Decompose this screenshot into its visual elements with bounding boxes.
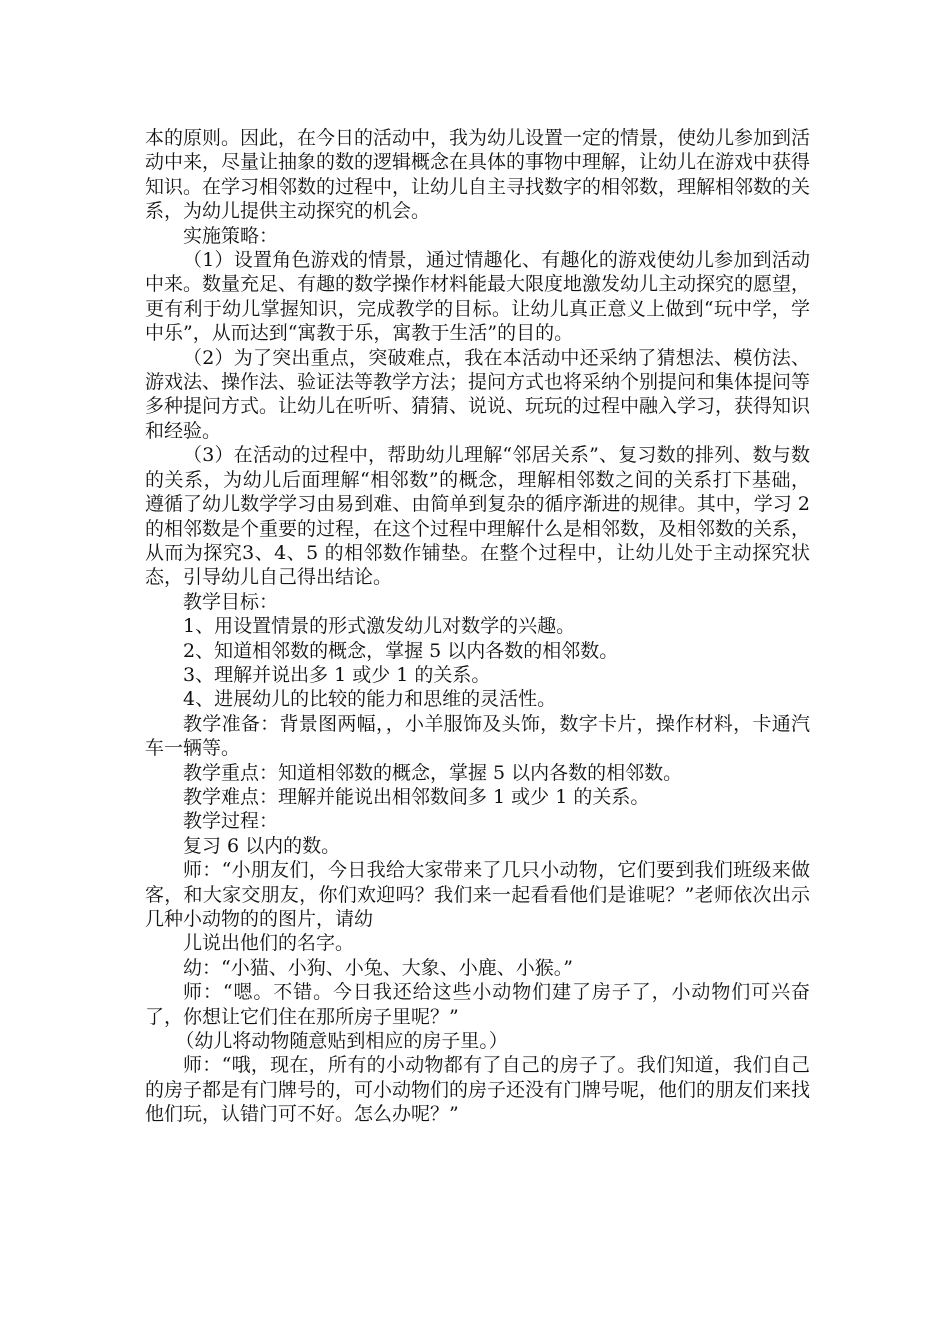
paragraph-review: 复习 6 以内的数。 xyxy=(183,834,341,857)
dialogue-teacher-1: 师：“小朋友们，今日我给大家带来了几只小动物，它们要到我们班级来做客，和大家交朋友，你们欢迎吗？我们来一起看看他们是谁呢？”老师依次出示几种小动物的的图片，请幼 xyxy=(145,859,810,930)
paragraph-preparation: 教学准备：背景图两幅，，小羊服饰及头饰，数字卡片，操作材料，卡通汽车一辆等。 xyxy=(145,712,810,760)
dialogue-teacher-1-continued: 儿说出他们的名字。 xyxy=(183,932,355,955)
paragraph-strategy-1: （1）设置角色游戏的情景，通过情趣化、有趣化的游戏使幼儿参加到活动中来。数量充足、有趣的数学操作材料能最大限度地激发幼儿主动探究的愿望，更有利于幼儿掌握知识，完成教学的目标。让幼儿真正意义上做到“玩中学，学中乐”，从而达到“寓教于乐，寓教于生活”的目的。 xyxy=(145,249,811,345)
goal-item-1: 1、用设置情景的形式激发幼儿对数学的兴趣。 xyxy=(183,615,576,638)
paragraph-key-point: 教学重点：知道相邻数的概念，掌握 5 以内各数的相邻数。 xyxy=(183,761,683,784)
heading-teaching-process: 教学过程： xyxy=(183,810,279,833)
goal-item-2: 2、知道相邻数的概念，掌握 5 以内各数的相邻数。 xyxy=(183,639,619,662)
heading-teaching-goals: 教学目标： xyxy=(183,590,279,613)
dialogue-teacher-2: 师：“嗯。不错。今日我还给这些小动物们建了房子了，小动物们可兴奋了，你想让它们住在那所房子里呢？” xyxy=(145,981,810,1028)
dialogue-teacher-3: 师：“哦，现在，所有的小动物都有了自己的房子了。我们知道，我们自己的房子都是有门牌号的，可小动物们的房子还没有门牌号呢，他们的朋友们来找他们玩，认错门可不好。怎么办呢？” xyxy=(145,1054,811,1126)
paragraph-strategy-3: （3）在活动的过程中，帮助幼儿理解“邻居关系”、复习数的排列、数与数的关系，为幼儿后面理解“相邻数”的概念，理解相邻数之间的关系打下基础，遵循了幼儿数学学习由易到难、由简单到复杂的循序渐进的规律。其中，学习 2 的相邻数是个重要的过程，在这个过程中理解什么是相邻数，及相邻数的关系，从而为探究3、4、5 的相邻数作铺垫。在整个过程中，让幼儿处于主动探究状态，引导幼儿自己得出结论。 xyxy=(145,444,811,589)
stage-direction: （幼儿将动物随意贴到相应的房子里。） xyxy=(175,1030,508,1053)
dialogue-child-1: 幼：“小猫、小狗、小兔、大象、小鹿、小猴。” xyxy=(183,956,573,979)
document-body xyxy=(145,126,810,1127)
paragraph-difficult-point: 教学难点：理解并能说出相邻数间多 1 或少 1 的关系。 xyxy=(183,785,650,808)
heading-strategy: 实施策略： xyxy=(183,224,279,247)
goal-item-3: 3、理解并说出多 1 或少 1 的关系。 xyxy=(183,663,491,686)
goal-item-4: 4、进展幼儿的比较的能力和思维的灵活性。 xyxy=(183,688,557,711)
paragraph-intro-continuation: 本的原则。因此，在今日的活动中，我为幼儿设置一定的情景，使幼儿参加到活动中来，尽量让抽象的数的逻辑概念在具体的事物中理解，让幼儿在游戏中获得知识。在学习相邻数的过程中，让幼儿自主寻找数字的相邻数，理解相邻数的关系，为幼儿提供主动探究的机会。 xyxy=(145,127,811,223)
paragraph-strategy-2: （2）为了突出重点，突破难点，我在本活动中还采纳了猜想法、模仿法、游戏法、操作法、验证法等教学方法；提问方式也将采纳个别提问和集体提问等多种提问方式。让幼儿在听听、猜猜、说说、玩玩的过程中融入学习，获得知识和经验。 xyxy=(145,346,811,442)
